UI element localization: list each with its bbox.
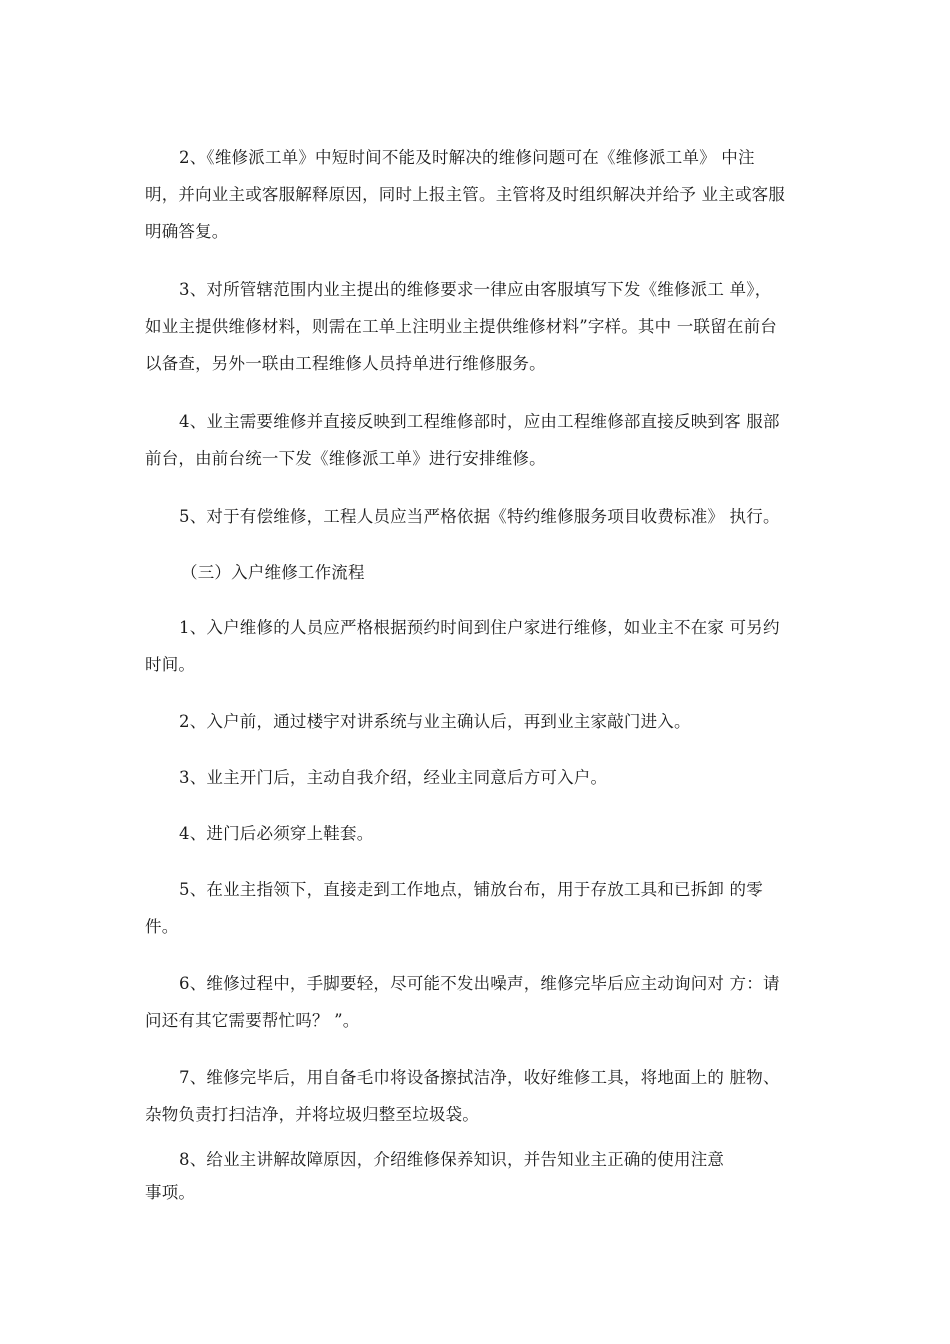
paragraph-line: 如业主提供维修材料，则需在工单上注明业主提供维修材料”字样。其中 一联留在前台 (145, 317, 777, 336)
paragraph-3 (145, 271, 810, 382)
step-line: 问还有其它需要帮忙吗？ ”。 (145, 1011, 360, 1030)
paragraph-line: 明，并向业主或客服解释原因，同时上报主管。主管将及时组织解决并给予 业主或客服 (145, 185, 786, 204)
step-line: 8、给业主讲解故障原因，介绍维修保养知识，并告知业主正确的使用注意 (179, 1150, 725, 1169)
paragraph-line: 2、《维修派工单》中短时间不能及时解决的维修问题可在《维修派工单》 中注 (179, 148, 755, 167)
step-line: 2、入户前，通过楼宇对讲系统与业主确认后，再到业主家敲门进入。 (179, 712, 691, 731)
paragraph-line: 3、对所管辖范围内业主提出的维修要求一律应由客服填写下发《维修派工 单》， (179, 280, 772, 299)
step-3 (145, 759, 810, 796)
paragraph-line: 5、对于有偿维修，工程人员应当严格依据《特约维修服务项目收费标准》 执行。 (179, 507, 780, 526)
step-1 (145, 609, 810, 683)
section-heading: （三）入户维修工作流程 (181, 563, 365, 582)
paragraph-5 (145, 498, 810, 535)
paragraph-2 (145, 139, 810, 250)
step-2 (145, 703, 810, 740)
step-line: 4、进门后必须穿上鞋套。 (179, 824, 374, 843)
step-line: 7、维修完毕后，用自备毛巾将设备擦拭洁净，收好维修工具，将地面上的 脏物、 (179, 1068, 780, 1087)
step-5 (145, 871, 810, 945)
step-7 (145, 1059, 810, 1133)
paragraph-line: 前台，由前台统一下发《维修派工单》进行安排维修。 (145, 449, 546, 468)
paragraph-line: 以备查，另外一联由工程维修人员持单进行维修服务。 (145, 354, 546, 373)
paragraph-4 (145, 403, 810, 477)
step-4 (145, 815, 810, 852)
step-6 (145, 965, 810, 1039)
step-8 (145, 1143, 810, 1209)
paragraph-line: 明确答复。 (145, 222, 229, 241)
step-line: 6、维修过程中，手脚要轻，尽可能不发出噪声，维修完毕后应主动询问对 方：请 (179, 974, 780, 993)
step-line: 事项。 (145, 1183, 196, 1202)
step-line: 5、在业主指领下，直接走到工作地点，铺放台布，用于存放工具和已拆卸 的零 (179, 880, 763, 899)
step-line: 1、入户维修的人员应严格根据预约时间到住户家进行维修，如业主不在家 可另约 (179, 618, 780, 637)
step-line: 时间。 (145, 655, 196, 674)
step-line: 件。 (145, 917, 179, 936)
step-line: 3、业主开门后，主动自我介绍，经业主同意后方可入户。 (179, 768, 608, 787)
step-line: 杂物负责打扫洁净，并将垃圾归整至垃圾袋。 (145, 1105, 479, 1124)
paragraph-line: 4、业主需要维修并直接反映到工程维修部时，应由工程维修部直接反映到客 服部 (179, 412, 780, 431)
